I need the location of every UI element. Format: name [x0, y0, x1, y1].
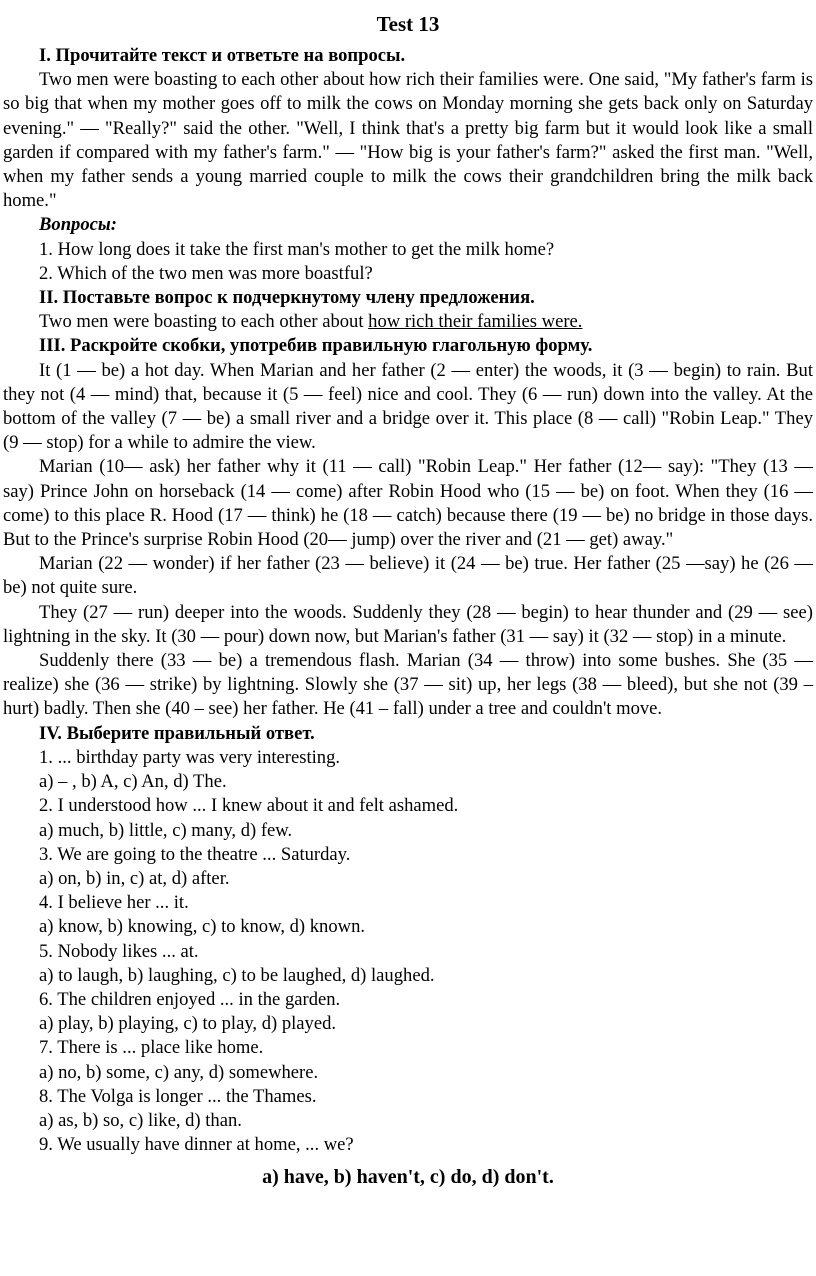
section-1-heading: I. Прочитайте текст и ответьте на вопросы. — [39, 45, 406, 66]
section-2-heading: II. Поставьте вопрос к подчеркнутому члену предложения. — [39, 287, 535, 309]
item-4-question: 4. I believe her ... it. — [39, 892, 189, 914]
sentence-start: Two men were boasting to each other about — [39, 311, 369, 333]
item-7-question: 7. There is ... place like home. — [39, 1037, 264, 1059]
item-1-question: 1. ... birthday party was very interesting. — [39, 746, 341, 768]
section-3-paragraph-5: Suddenly there (33 — be) a tremendous flash. Marian (34 — throw) into some bushes. She (35 — realize) she (36 — strike) by lightning. Slowly she (37 — sit) up, her legs (38 — bleed), but she not (39 – hurt) badly. Then she (40 – see) her father. He (41 – fall) under a tree and couldn't move. — [3, 650, 813, 720]
item-6-question: 6. The children enjoyed ... in the garden. — [39, 988, 341, 1010]
item-3-options: a) on, b) in, c) at, d) after. — [39, 867, 230, 889]
section-3-paragraph-2: Marian (10— ask) her father why it (11 — call) "Robin Leap." Her father (12— say): "They (13 — say) Prince John on horseback (14 — come) after Robin Hood who (15 — be) on foot. When they (16 — come) to this place R. Hood (17 — think) he (18 — catch) because there (19 — be) no bridge in those days. But to the Prince's surprise Robin Hood (20— jump) over the river and (21 — get) away." — [3, 456, 813, 551]
section-2-sentence — [39, 310, 813, 334]
item-9-question: 9. We usually have dinner at home, ... we? — [39, 1134, 354, 1156]
underlined-phrase: how rich their families were. — [368, 311, 583, 333]
item-7-options: a) no, b) some, c) any, d) somewhere. — [39, 1061, 319, 1083]
item-5-options: a) to laugh, b) laughing, c) to be laughed, d) laughed. — [39, 964, 435, 986]
item-6-options: a) play, b) playing, c) to play, d) played. — [39, 1013, 337, 1035]
item-5-question: 5. Nobody likes ... at. — [39, 940, 199, 962]
item-4-options: a) know, b) knowing, c) to know, d) known. — [39, 916, 366, 938]
item-2-options: a) much, b) little, c) many, d) few. — [39, 819, 293, 841]
item-3-question: 3. We are going to the theatre ... Saturday. — [39, 843, 351, 865]
section-3-paragraph-3: Marian (22 — wonder) if her father (23 — believe) it (24 — be) true. Her father (25 —say) he (26 — be) not quite sure. — [3, 553, 813, 599]
item-8-question: 8. The Volga is longer ... the Thames. — [39, 1085, 317, 1107]
questions-label: Вопросы: — [39, 214, 117, 236]
section-3-paragraph-1: It (1 — be) a hot day. When Marian and her father (2 — enter) the woods, it (3 — begin) to rain. But they not (4 — mind) that, because it (5 — feel) nice and cool. They (6 — run) down into the valley. At the bottom of the valley (7 — be) a small river and a bridge over it. This place (8 — call) "Robin Leap." They (9 — stop) for a while to admire the view. — [3, 359, 813, 454]
item-1-options: a) – , b) A, c) An, d) The. — [39, 771, 227, 793]
page-title: Test 13 — [376, 12, 440, 36]
section-3-heading: III. Раскройте скобки, употребив правильную глагольную форму. — [39, 335, 593, 357]
section-4-heading: IV. Выберите правильный ответ. — [39, 722, 315, 744]
section-1-text: Two men were boasting to each other about how rich their families were. One said, "My father's farm is so big that when my mother goes off to milk the cows on Monday morning she gets back only on Saturday evening." — "Really?" said the other. "Well, I think that's a pretty big farm but it would look like a small garden if compared with my father's farm." — "How big is your father's farm?" asked the first man. "Well, when my father sends a young married couple to milk the cows their grandchildren bring the milk back home." — [3, 69, 813, 212]
item-8-options: a) as, b) so, c) like, d) than. — [39, 1109, 242, 1131]
section-3-paragraph-4: They (27 — run) deeper into the woods. Suddenly they (28 — begin) to hear thunder and (29 — see) lightning in the sky. It (30 — pour) down now, but Marian's father (31 — say) it (32 — stop) in a minute. — [3, 601, 813, 647]
item-9-options: a) have, b) haven't, c) do, d) don't. — [262, 1166, 554, 1189]
question-1: 1. How long does it take the first man's mother to get the milk home? — [39, 238, 555, 260]
item-2-question: 2. I understood how ... I knew about it and felt ashamed. — [39, 795, 459, 817]
question-2: 2. Which of the two men was more boastful? — [39, 262, 373, 284]
